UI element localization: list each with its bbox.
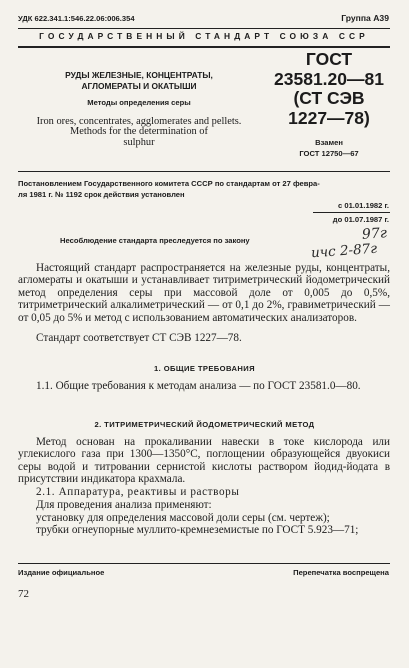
title-en-line2: Methods for the determination of (70, 126, 208, 138)
replaces-value: ГОСТ 12750—67 (299, 149, 359, 158)
section-2-title: 2. ТИТРИМЕТРИЧЕСКИЙ ЙОДОМЕТРИЧЕСКИЙ МЕТОД (94, 420, 315, 429)
handwritten-note-1: 97г (361, 225, 388, 243)
title-ru (18, 70, 260, 92)
validity-to: до 01.07.1987 г. (332, 215, 389, 224)
section-1-title: 1. ОБЩИЕ ТРЕБОВАНИЯ (154, 364, 255, 373)
gost-line1: ГОСТ (305, 49, 353, 69)
title-ru-line1: РУДЫ ЖЕЛЕЗНЫЕ, КОНЦЕНТРАТЫ, (65, 70, 213, 80)
udk-code: УДК 622.341.1:546.22.06:006.354 (18, 14, 135, 23)
compliance-notice: Несоблюдение стандарта преследуется по закону (60, 236, 250, 245)
conformity-paragraph: Стандарт соответствует СТ СЭВ 1227—78. (36, 332, 242, 344)
subtitle-ru: Методы определения серы (87, 98, 191, 107)
title-ru-line2: АГЛОМЕРАТЫ И ОКАТЫШИ (81, 81, 197, 91)
footer-reprint-prohibited: Перепечатка воспрещена (293, 568, 389, 577)
decree-line2: ля 1981 г. № 1192 срок действия установлен (18, 189, 185, 199)
handwritten-note-2: ичс 2-87г (310, 240, 378, 262)
footer-official-edition: Издание официальное (18, 568, 105, 577)
page-number: 72 (18, 588, 29, 600)
header-double-rule (18, 46, 390, 48)
validity-rule (313, 212, 390, 213)
item-2-1-a: установку для определения массовой доли серы (см. чертеж); (36, 512, 330, 524)
footer-rule (18, 563, 390, 564)
group-code: Группа А39 (341, 13, 389, 23)
decree-line1: Постановлением Государственного комитета СССР по стандартам от 27 февра- (18, 179, 320, 188)
intro-paragraph: Настоящий стандарт распространяется на железные руды, концентраты, агломераты и окатыши и устанавливает титриметрический йодометрический метод определения серы при массовой доле от 0,005 до 0,5%, титриметрический алкалиметрический — от 0,1 до 2%, гравиметрический — от 0,05 до 5% и метод с использованием автоматических анализаторов. (18, 262, 390, 324)
item-2-1-b: трубки огнеупорные муллито-кремнеземистые по ГОСТ 5.923—71; (36, 524, 359, 536)
gost-line2: 23581.20—81 (274, 68, 384, 89)
item-2-1-intro: Для проведения анализа применяют: (36, 499, 212, 511)
title-en-line1: Iron ores, concentrates, agglomerates and pellets. (36, 116, 242, 127)
gost-line4: 1227—78) (288, 107, 370, 128)
title-en-line3: sulphur (123, 136, 155, 148)
section-2-text: Метод основан на прокаливании навески в токе кислорода или углекислого газа при 1300—1350°С, поглощении образующейся двуокиси серы водой и титровании сернистой кислоты раствором йодид-йодата в присутствии индикатора крахмала. (18, 436, 390, 486)
header-rule (18, 28, 390, 29)
item-2-1-heading: 2.1. Аппаратура, реактивы и растворы (36, 486, 240, 498)
replaces-label: Взамен (315, 138, 343, 147)
gost-number-block (268, 50, 390, 128)
section-1-text: 1.1. Общие требования к методам анализа — по ГОСТ 23581.0—80. (36, 380, 361, 392)
title-en (18, 117, 260, 148)
validity-from: с 01.01.1982 г. (338, 201, 389, 210)
gost-line3: (СТ СЭВ (293, 88, 365, 109)
title-rule (18, 171, 390, 172)
decree (18, 179, 390, 201)
state-standard-line: ГОСУДАРСТВЕННЫЙ СТАНДАРТ СОЮЗА ССР (39, 31, 369, 41)
